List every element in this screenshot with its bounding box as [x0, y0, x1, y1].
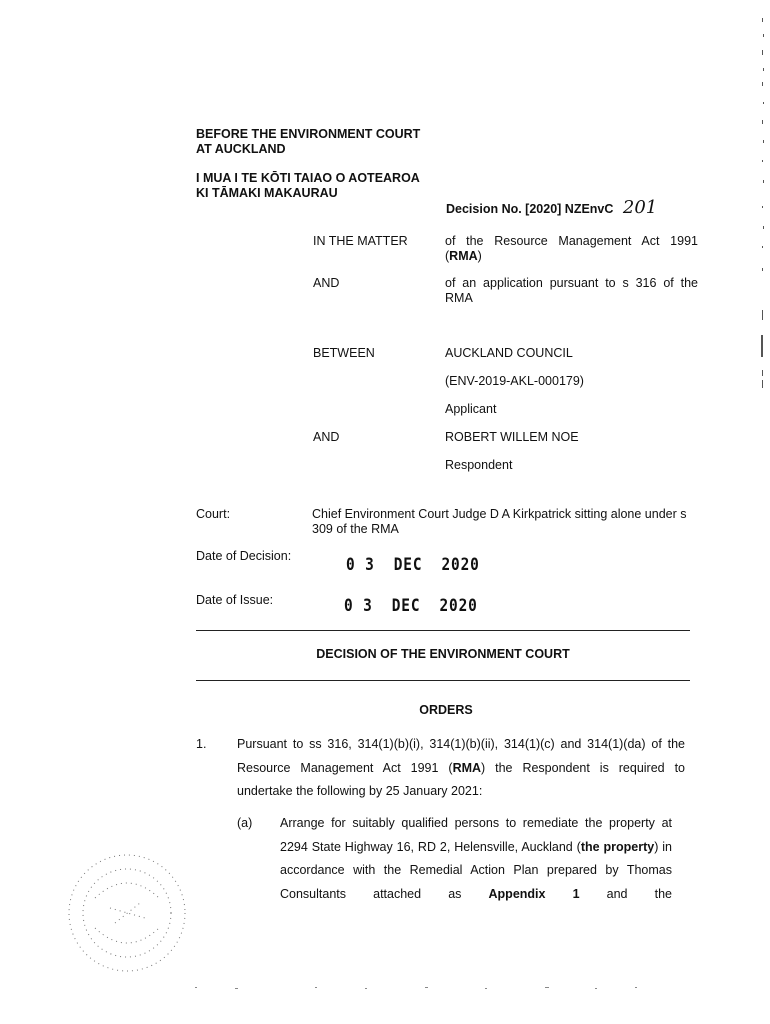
issue-date-label: Date of Issue: [196, 593, 274, 607]
order-1a-label: (a) [237, 816, 253, 830]
applicant-reference: (ENV-2019-AKL-000179) [445, 374, 584, 388]
court-text: Chief Environment Court Judge D A Kirkpatrick sitting alone under s 309 of the RMA [312, 507, 687, 536]
court-name-line1: BEFORE THE ENVIRONMENT COURT [196, 127, 421, 141]
court-seal-stamp [55, 848, 200, 978]
top-divider [196, 630, 690, 631]
respondent-name: ROBERT WILLEM NOE [445, 430, 579, 444]
decision-date-label: Date of Decision: [196, 549, 292, 563]
court-name-line2: AT AUCKLAND [196, 142, 286, 156]
maori-name-line1: I MUA I TE KŌTI TAIAO O AOTEAROA [196, 171, 420, 185]
matter-label: IN THE MATTER [313, 234, 408, 248]
decision-date-stamp: 0 3 DEC 2020 [346, 555, 480, 575]
scan-edge-marks [760, 10, 766, 390]
and-label-2: AND [313, 430, 340, 444]
bottom-divider [196, 680, 690, 681]
order-1-number: 1. [196, 737, 207, 751]
respondent-role: Respondent [445, 458, 513, 472]
decision-number-label: Decision No. [2020] NZEnvC [446, 202, 614, 216]
maori-name-line2: KI TĀMAKI MAKAURAU [196, 186, 338, 200]
court-header [196, 127, 420, 157]
issue-date-stamp: 0 3 DEC 2020 [344, 596, 478, 616]
order-1a-text: Arrange for suitably qualified persons to remediate the property at 2294 State Highway 16, RD 2, Helensville, Auckland (the property) in accordance with the Remedial Action Plan prepared by Thomas Consultants attached as Appendix 1 and the [280, 816, 672, 901]
scan-bottom-noise [195, 984, 645, 992]
application-text: of an application pursuant to s 316 of the RMA [445, 276, 698, 305]
matter-text: of the Resource Management Act 1991 (RMA) [445, 234, 698, 263]
maori-court-header [196, 171, 420, 201]
between-label: BETWEEN [313, 346, 375, 360]
applicant-name: AUCKLAND COUNCIL [445, 346, 573, 360]
decision-title: DECISION OF THE ENVIRONMENT COURT [316, 647, 570, 661]
decision-number-handwritten: 201 [622, 197, 658, 218]
order-1-text: Pursuant to ss 316, 314(1)(b)(i), 314(1)(b)(ii), 314(1)(c) and 314(1)(da) of the Resource Management Act 1991 (RMA) the Respondent is required to undertake the following by 25 January 2021: [237, 737, 685, 798]
decision-number [446, 197, 657, 218]
applicant-role: Applicant [445, 402, 497, 416]
court-label: Court: [196, 507, 231, 521]
and-label-1: AND [313, 276, 340, 290]
orders-title: ORDERS [419, 703, 473, 717]
